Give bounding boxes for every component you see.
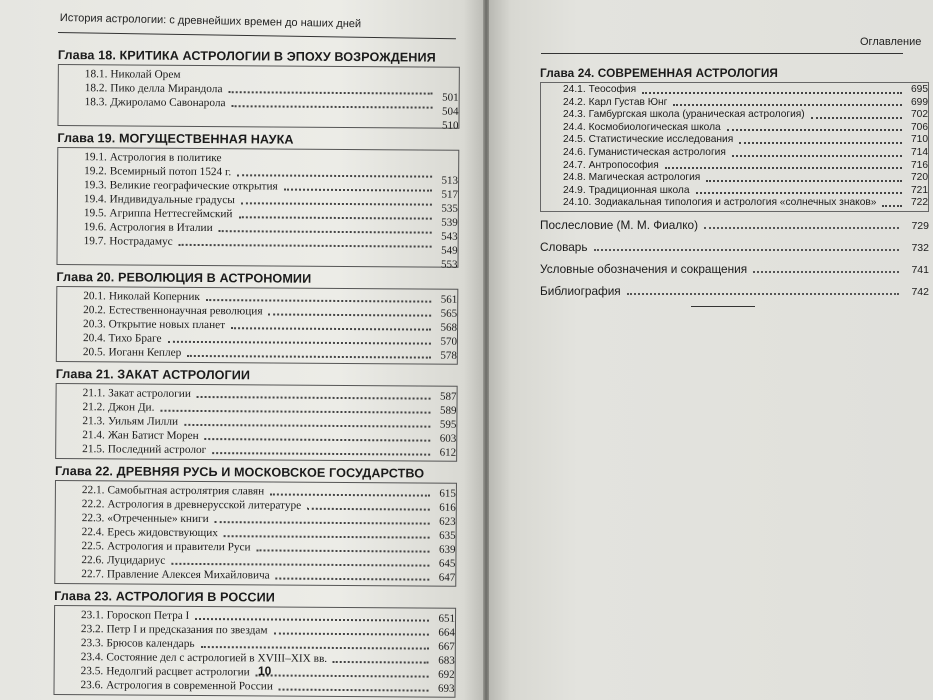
toc-entry[interactable]: 22.6. Луцидариус 645: [81, 554, 456, 570]
toc-entry[interactable]: 24.1. Теософия 695: [563, 84, 928, 95]
header-rule: [58, 32, 456, 39]
toc-entry[interactable]: 24.3. Гамбургская школа (ураническая астрология) 702: [563, 109, 928, 121]
toc-entry[interactable]: 21.4. Жан Батист Морен 603: [82, 429, 457, 445]
toc-entry[interactable]: 19.4. Индивидуальные градусы 535: [83, 193, 458, 215]
toc-entry[interactable]: 19.5. Агриппа Неттесгеймский 539: [83, 207, 458, 229]
toc-entry-bibliography[interactable]: Библиография 742: [540, 283, 929, 298]
toc-entry[interactable]: 22.1. Самобытная астролятрия славян 615: [81, 484, 456, 500]
toc-entry[interactable]: 19.3. Великие географические открытия 517: [84, 179, 459, 201]
chapter-heading: Глава 19. МОГУЩЕСТВЕННАЯ НАУКА: [57, 130, 294, 147]
toc-entry[interactable]: 23.3. Брюсов календарь 667: [80, 637, 455, 653]
chapter-heading: Глава 22. ДРЕВНЯЯ РУСЬ И МОСКОВСКОЕ ГОСУДАРСТВО: [54, 463, 425, 481]
toc-entry-abbreviations[interactable]: Условные обозначения и сокращения 741: [540, 261, 929, 276]
chapter-box: [56, 147, 459, 271]
end-rule: [691, 306, 755, 307]
chapter-heading: Глава 21. ЗАКАТ АСТРОЛОГИИ: [55, 366, 251, 383]
toc-entry[interactable]: 23.2. Петр I и предсказания по звездам 664: [80, 623, 455, 639]
toc-entry[interactable]: 20.2. Естественнонаучная революция 565: [83, 304, 458, 320]
chapter-heading: Глава 18. КРИТИКА АСТРОЛОГИИ В ЭПОХУ ВОЗРОЖДЕНИЯ: [57, 48, 436, 65]
toc-entry[interactable]: 22.7. Правление Алексея Михайловича 647: [81, 568, 456, 584]
chapter-box: [56, 286, 459, 365]
toc-entry[interactable]: 22.4. Ересь жидовствующих 635: [81, 526, 456, 542]
toc-entry[interactable]: 24.8. Магическая астрология 720: [563, 172, 928, 184]
toc-entry[interactable]: 24.10. Зодиакальная типология и астрология «солнечных знаков» 722: [563, 197, 928, 209]
toc-entry[interactable]: 24.7. Антропософия 716: [563, 159, 928, 171]
toc-entry[interactable]: 510: [441, 119, 459, 132]
toc-entry[interactable]: 18.2. Пико делла Мирандола 501: [84, 82, 459, 104]
toc-entry[interactable]: 21.3. Уильям Лилли 595: [82, 415, 457, 431]
toc-entry[interactable]: 20.3. Открытие новых планет 568: [83, 318, 458, 334]
header-rule: [541, 53, 903, 54]
toc-entry[interactable]: 22.2. Астрология в древнерусской литературе 616: [81, 498, 456, 514]
toc-entry[interactable]: 553: [440, 258, 458, 271]
toc-entry[interactable]: 23.1. Гороскоп Петра I 651: [80, 609, 456, 625]
chapter-box: [53, 605, 456, 698]
right-page: [489, 0, 933, 700]
toc-entry[interactable]: 24.2. Карл Густав Юнг 699: [563, 96, 928, 108]
toc-entry[interactable]: 18.3. Джироламо Савонарола 504: [84, 96, 459, 118]
chapter-box: [54, 480, 457, 587]
toc-entry[interactable]: 22.3. «Отреченные» книги 623: [81, 512, 456, 528]
chapter-box: [57, 64, 459, 132]
toc-entry[interactable]: 19.7. Нострадамус 549: [83, 235, 458, 257]
toc-entry[interactable]: 20.5. Иоганн Кеплер 578: [82, 346, 457, 362]
toc-entry[interactable]: 20.1. Николай Коперник 561: [83, 290, 458, 306]
toc-entry[interactable]: 21.2. Джон Ди. 589: [82, 401, 457, 417]
toc-entry[interactable]: 20.4. Тихо Браге 570: [82, 332, 458, 348]
toc-entry[interactable]: 19.6. Астрология в Италии 543: [83, 221, 458, 243]
right-running-head: Оглавление: [860, 36, 922, 48]
toc-entry[interactable]: 21.5. Последний астролог 612: [82, 443, 457, 459]
toc-entry[interactable]: 19.2. Всемирный потоп 1524 г. 513: [84, 165, 459, 187]
toc-entry[interactable]: 23.5. Недолгий расцвет астрологии 692: [80, 665, 455, 681]
chapter-box: [540, 82, 929, 212]
left-toc: [53, 48, 460, 700]
chapter-heading: Глава 24. СОВРЕМЕННАЯ АСТРОЛОГИЯ: [540, 66, 778, 80]
toc-entry[interactable]: 23.4. Состояние дел с астрологией в XVIII–XIX вв. 683: [80, 651, 455, 667]
right-toc: [540, 66, 929, 300]
toc-entry[interactable]: 23.6. Астрология в современной России 693: [80, 679, 455, 695]
toc-entry[interactable]: 24.4. Космобиологическая школа 706: [563, 121, 928, 133]
page-number: 10: [258, 664, 272, 678]
toc-entry[interactable]: 24.5. Статистические исследования 710: [563, 134, 928, 146]
toc-entry[interactable]: 24.9. Традиционная школа 721: [563, 184, 928, 196]
toc-entry-afterword[interactable]: Послесловие (М. М. Фиалко) 729: [540, 217, 929, 232]
toc-entry-glossary[interactable]: Словарь 732: [540, 239, 929, 254]
toc-entry[interactable]: 24.6. Гуманистическая астрология 714: [563, 146, 928, 158]
chapter-box: [55, 383, 458, 462]
chapter-heading: Глава 23. АСТРОЛОГИЯ В РОССИИ: [54, 588, 275, 605]
chapter-heading: Глава 20. РЕВОЛЮЦИЯ В АСТРОНОМИИ: [56, 269, 312, 286]
left-running-head: История астрологии: с древнейших времен до наших дней: [59, 12, 362, 31]
toc-entry[interactable]: 22.5. Астрология и правители Руси 639: [81, 540, 456, 556]
toc-entry[interactable]: 21.1. Закат астрологии 587: [82, 387, 457, 403]
toc-entry[interactable]: 19.1. Астрология в политике: [84, 151, 222, 165]
toc-entry[interactable]: 18.1. Николай Орем: [84, 68, 181, 81]
